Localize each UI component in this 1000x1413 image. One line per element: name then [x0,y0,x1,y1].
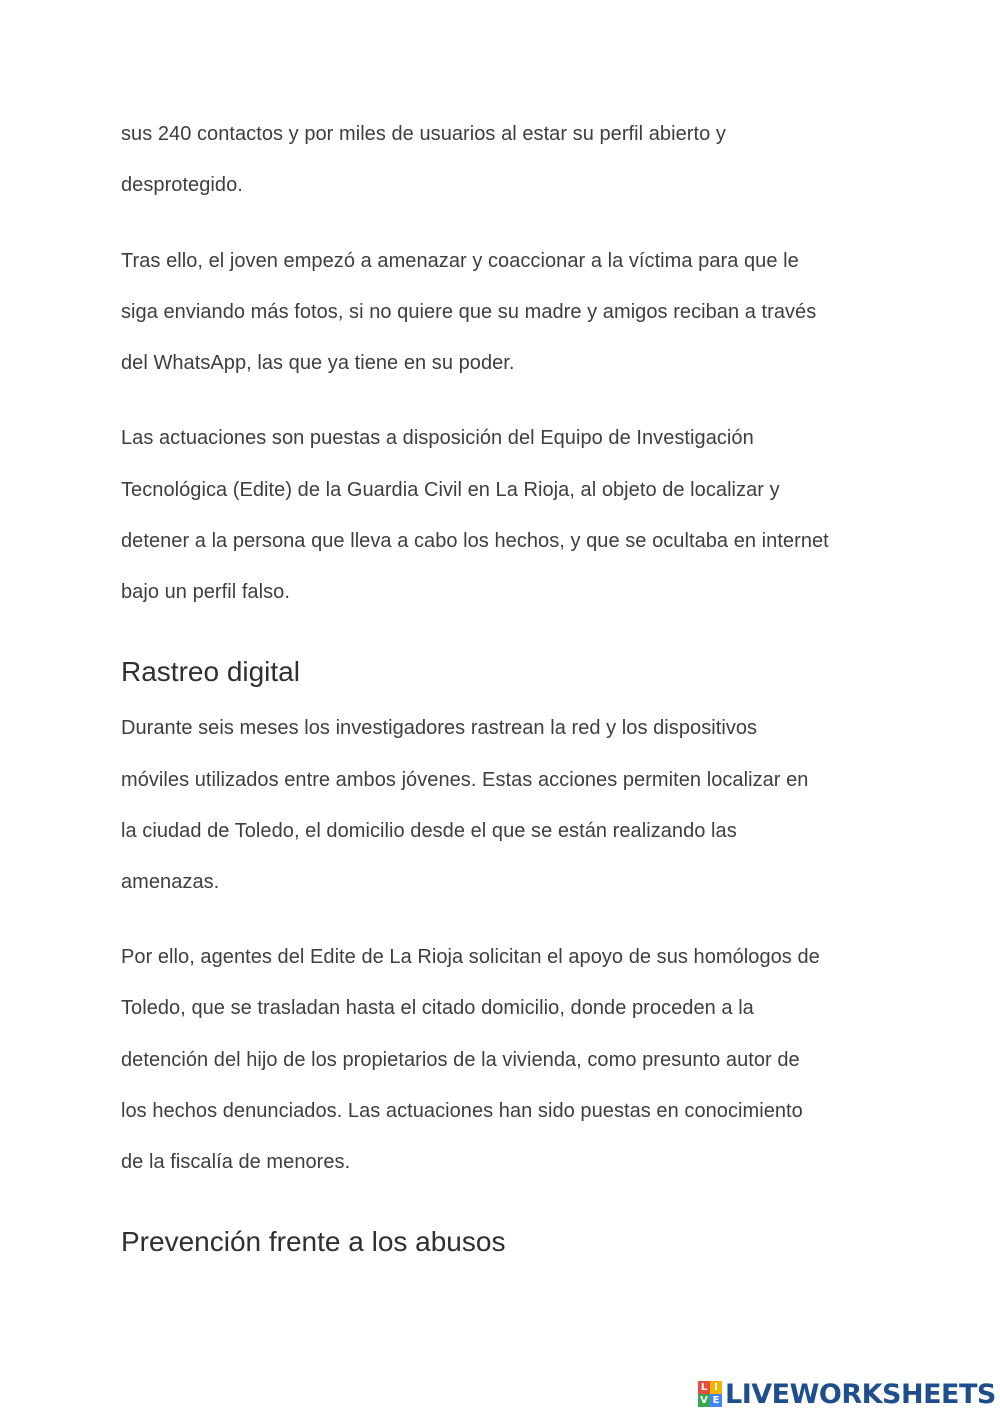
section-heading-prevencion: Prevención frente a los abusos [121,1226,506,1257]
logo-badge-letter-i: I [710,1381,722,1394]
section-1-paragraph-1-line-1: Durante seis meses los investigadores rastrean la red y los dispositivos [121,717,758,739]
section-1-paragraph-2-line-4: los hechos denunciados. Las actuaciones han sido puestas en conocimiento [121,1100,803,1122]
logo-badge-letter-e: E [710,1394,722,1407]
section-1-paragraph-1-line-2: móviles utilizados entre ambos jóvenes. Estas acciones permiten localizar en [121,769,809,791]
section-1-paragraph-2-line-3: detención del hijo de los propietarios de la vivienda, como presunto autor de [121,1049,800,1071]
logo-wordmark: LIVEWORKSHEETS [725,1378,996,1410]
paragraph-1-line-2: desprotegido. [121,174,243,196]
paragraph-2-line-2: siga enviando más fotos, si no quiere que su madre y amigos reciban a través [121,301,817,323]
liveworksheets-logo [698,1378,996,1410]
paragraph-2-line-1: Tras ello, el joven empezó a amenazar y coaccionar a la víctima para que le [121,250,799,272]
paragraph-1-line-1: sus 240 contactos y por miles de usuarios al estar su perfil abierto y [121,123,726,145]
section-1-paragraph-1-line-3: la ciudad de Toledo, el domicilio desde el que se están realizando las [121,820,737,842]
paragraph-3-line-1: Las actuaciones son puestas a disposición del Equipo de Investigación [121,427,754,449]
logo-badge-letter-v: V [698,1394,710,1407]
paragraph-3-line-3: detener a la persona que lleva a cabo los hechos, y que se ocultaba en internet [121,530,829,552]
section-1-paragraph-2-line-2: Toledo, que se trasladan hasta el citado domicilio, donde proceden a la [121,997,754,1019]
paragraph-3-line-2: Tecnológica (Edite) de la Guardia Civil en La Rioja, al objeto de localizar y [121,479,780,501]
paragraph-2-line-3: del WhatsApp, las que ya tiene en su poder. [121,352,515,374]
logo-badge-letter-l: L [698,1381,710,1394]
section-1-paragraph-1-line-4: amenazas. [121,871,220,893]
logo-badge-icon [698,1381,722,1407]
section-heading-rastreo-digital: Rastreo digital [121,656,300,687]
paragraph-3-line-4: bajo un perfil falso. [121,581,290,603]
section-1-paragraph-2-line-1: Por ello, agentes del Edite de La Rioja solicitan el apoyo de sus homólogos de [121,946,820,968]
section-1-paragraph-2-line-5: de la fiscalía de menores. [121,1151,351,1173]
